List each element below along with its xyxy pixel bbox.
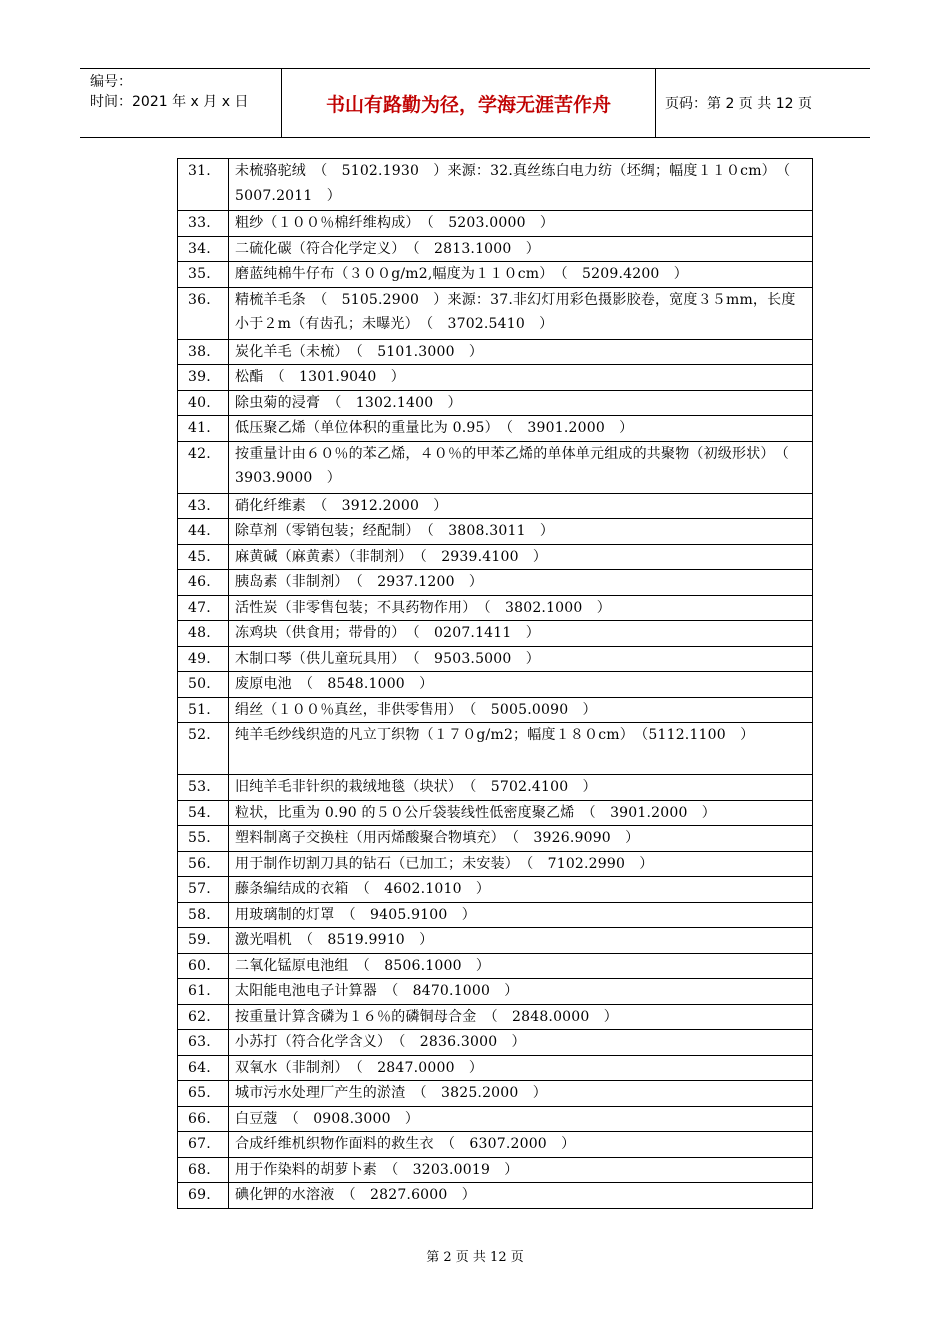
- row-number: 67.: [178, 1132, 229, 1158]
- table-row: [178, 390, 813, 416]
- row-number: 34.: [178, 236, 229, 262]
- row-number: 68.: [178, 1157, 229, 1183]
- row-item-text: 小苏打（符合化学含义） （ 2836.3000 ）: [229, 1030, 813, 1056]
- table-row: [178, 1030, 813, 1056]
- table-row: [178, 544, 813, 570]
- table-row: [178, 339, 813, 365]
- row-number: 50.: [178, 672, 229, 698]
- table-row: [178, 1081, 813, 1107]
- row-item-text: 粗纱（１００％棉纤维构成） （ 5203.0000 ）: [229, 211, 813, 237]
- table-row: [178, 953, 813, 979]
- row-number: 44.: [178, 519, 229, 545]
- row-item-text: 用于作染料的胡萝卜素 （ 3203.0019 ）: [229, 1157, 813, 1183]
- row-item-text: 二氧化锰原电池组 （ 8506.1000 ）: [229, 953, 813, 979]
- row-item-text: 碘化钾的水溶液 （ 2827.6000 ）: [229, 1183, 813, 1209]
- row-item-text: 藤条编结成的衣箱 （ 4602.1010 ）: [229, 877, 813, 903]
- table-row: [178, 570, 813, 596]
- row-item-text: 用玻璃制的灯罩 （ 9405.9100 ）: [229, 902, 813, 928]
- row-number: 63.: [178, 1030, 229, 1056]
- table-row: [178, 851, 813, 877]
- row-number: 58.: [178, 902, 229, 928]
- header-page-info: 页码：第 2 页 共 12 页: [665, 96, 812, 112]
- row-item-text: 纯羊毛纱线织造的凡立丁织物（１７０g/m2；幅度１８０cm） （5112.1100 ）: [229, 723, 813, 775]
- row-number: 47.: [178, 595, 229, 621]
- row-item-text: 炭化羊毛（未梳） （ 5101.3000 ）: [229, 339, 813, 365]
- doc-time-label: 时间：2021 年 x 月 x 日: [90, 94, 249, 110]
- row-number: 36.: [178, 287, 229, 339]
- header-meta: [80, 69, 282, 137]
- row-item-text: 城市污水处理厂产生的淤渣 （ 3825.2000 ）: [229, 1081, 813, 1107]
- row-number: 51.: [178, 697, 229, 723]
- table-row: [178, 979, 813, 1005]
- table-row: [178, 646, 813, 672]
- row-item-text: 绢丝（１００％真丝，非供零售用） （ 5005.0090 ）: [229, 697, 813, 723]
- row-item-text: 白豆蔻 （ 0908.3000 ）: [229, 1106, 813, 1132]
- row-number: 53.: [178, 775, 229, 801]
- table-row: [178, 441, 813, 493]
- row-number: 61.: [178, 979, 229, 1005]
- row-item-text: 松酯 （ 1301.9040 ）: [229, 365, 813, 391]
- row-item-text: 粒状，比重为 0.90 的５０公斤袋装线性低密度聚乙烯 （ 3901.2000 ）: [229, 800, 813, 826]
- doc-number-label: 编号：: [90, 74, 132, 90]
- row-number: 66.: [178, 1106, 229, 1132]
- row-item-text: 除虫菊的浸膏 （ 1302.1400 ）: [229, 390, 813, 416]
- row-item-text: 硝化纤维素 （ 3912.2000 ）: [229, 493, 813, 519]
- row-item-text: 低压聚乙烯（单位体积的重量比为 0.95） （ 3901.2000 ）: [229, 416, 813, 442]
- row-item-text: 激光唱机 （ 8519.9910 ）: [229, 928, 813, 954]
- row-number: 65.: [178, 1081, 229, 1107]
- header-motto: 书山有路勤为径，学海无涯苦作舟: [282, 69, 656, 137]
- row-number: 33.: [178, 211, 229, 237]
- table-row: [178, 519, 813, 545]
- row-number: 42.: [178, 441, 229, 493]
- table-row: [178, 928, 813, 954]
- table-row: [178, 416, 813, 442]
- table-row: [178, 1106, 813, 1132]
- row-number: 38.: [178, 339, 229, 365]
- row-item-text: 精梳羊毛条 （ 5105.2900 ）来源：37.非幻灯用彩色摄影胶卷，宽度３５mm，长度小于２m（有齿孔；未曝光） （ 3702.5410 ）: [229, 287, 813, 339]
- table-row: [178, 672, 813, 698]
- row-number: 57.: [178, 877, 229, 903]
- page-header: [80, 68, 870, 138]
- table-row: [178, 365, 813, 391]
- table-row: [178, 1132, 813, 1158]
- row-number: 56.: [178, 851, 229, 877]
- row-number: 48.: [178, 621, 229, 647]
- row-item-text: 未梳骆驼绒 （ 5102.1930 ）来源：32.真丝练白电力纺（坯绸；幅度１１０cm） （ 5007.2011 ）: [229, 159, 813, 211]
- row-item-text: 胰岛素（非制剂） （ 2937.1200 ）: [229, 570, 813, 596]
- table-row: [178, 1004, 813, 1030]
- row-number: 43.: [178, 493, 229, 519]
- hs-code-table: [177, 158, 813, 1209]
- table-row: [178, 262, 813, 288]
- row-number: 60.: [178, 953, 229, 979]
- row-item-text: 旧纯羊毛非针织的栽绒地毯（块状） （ 5702.4100 ）: [229, 775, 813, 801]
- row-number: 59.: [178, 928, 229, 954]
- table-row: [178, 621, 813, 647]
- row-item-text: 按重量计算含磷为１６％的磷铜母合金 （ 2848.0000 ）: [229, 1004, 813, 1030]
- row-item-text: 太阳能电池电子计算器 （ 8470.1000 ）: [229, 979, 813, 1005]
- row-number: 41.: [178, 416, 229, 442]
- table-row: [178, 826, 813, 852]
- row-number: 69.: [178, 1183, 229, 1209]
- row-number: 62.: [178, 1004, 229, 1030]
- table-row: [178, 1157, 813, 1183]
- row-item-text: 除草剂（零销包装；经配制） （ 3808.3011 ）: [229, 519, 813, 545]
- table-row: [178, 236, 813, 262]
- row-item-text: 合成纤维机织物作面料的救生衣 （ 6307.2000 ）: [229, 1132, 813, 1158]
- row-number: 52.: [178, 723, 229, 775]
- table-row: [178, 697, 813, 723]
- row-item-text: 麻黄碱（麻黄素）（非制剂） （ 2939.4100 ）: [229, 544, 813, 570]
- table-row: [178, 800, 813, 826]
- row-item-text: 磨蓝纯棉牛仔布（３００g/m2,幅度为１１０cm） （ 5209.4200 ）: [229, 262, 813, 288]
- row-item-text: 冻鸡块（供食用；带骨的） （ 0207.1411 ）: [229, 621, 813, 647]
- row-number: 31.: [178, 159, 229, 211]
- row-number: 54.: [178, 800, 229, 826]
- table-row: [178, 159, 813, 211]
- table-row: [178, 1055, 813, 1081]
- table-row: [178, 287, 813, 339]
- row-number: 49.: [178, 646, 229, 672]
- table-row: [178, 493, 813, 519]
- row-item-text: 废原电池 （ 8548.1000 ）: [229, 672, 813, 698]
- row-item-text: 按重量计由６０％的苯乙烯，４０％的甲苯乙烯的单体单元组成的共聚物（初级形状） （ 3903.9000 ）: [229, 441, 813, 493]
- table-row: [178, 902, 813, 928]
- row-number: 46.: [178, 570, 229, 596]
- row-item-text: 用于制作切割刀具的钻石（已加工；未安装） （ 7102.2990 ）: [229, 851, 813, 877]
- table-row: [178, 723, 813, 775]
- table-row: [178, 595, 813, 621]
- row-item-text: 活性炭（非零售包装；不具药物作用） （ 3802.1000 ）: [229, 595, 813, 621]
- table-row: [178, 775, 813, 801]
- table-row: [178, 211, 813, 237]
- row-number: 64.: [178, 1055, 229, 1081]
- row-item-text: 塑料制离子交换柱（用丙烯酸聚合物填充） （ 3926.9090 ）: [229, 826, 813, 852]
- row-number: 55.: [178, 826, 229, 852]
- table-row: [178, 877, 813, 903]
- row-number: 39.: [178, 365, 229, 391]
- row-number: 40.: [178, 390, 229, 416]
- table-row: [178, 1183, 813, 1209]
- row-item-text: 木制口琴（供儿童玩具用） （ 9503.5000 ）: [229, 646, 813, 672]
- row-number: 45.: [178, 544, 229, 570]
- page-footer: 第 2 页 共 12 页: [426, 1250, 524, 1265]
- row-item-text: 双氧水（非制剂） （ 2847.0000 ）: [229, 1055, 813, 1081]
- row-item-text: 二硫化碳（符合化学定义） （ 2813.1000 ）: [229, 236, 813, 262]
- row-number: 35.: [178, 262, 229, 288]
